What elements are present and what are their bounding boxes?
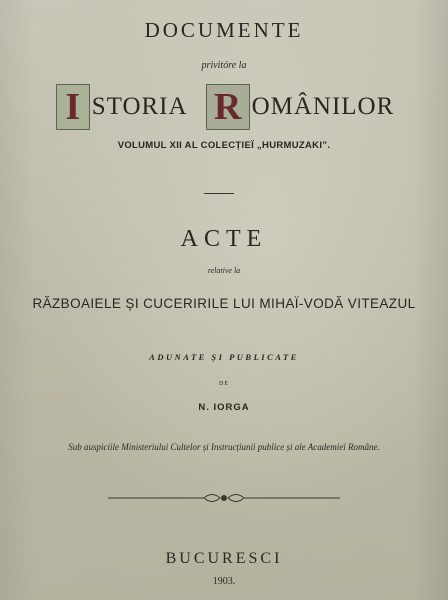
subtitle-privitore: privitóre la	[201, 60, 247, 71]
decorated-initial-i: I	[56, 84, 90, 130]
word-storia: STORIA	[91, 93, 188, 120]
divider-short	[204, 193, 234, 194]
volume-line: VOLUMUL XII AL COLECȚIEÏ „HURMUZAKI”.	[117, 140, 331, 151]
author-name: N. IORGA	[198, 402, 250, 413]
imprint-city: BUCURESCI	[165, 550, 283, 567]
title-acte: ACTE	[180, 226, 268, 252]
word-omanilor: OMÂNILOR	[251, 93, 395, 120]
by-line: DE	[219, 381, 229, 387]
auspices-line: Sub auspiciile Ministeriului Cultelor și Instrucțiunii publice și ale Academieï Române.	[68, 442, 380, 452]
imprint-year: 1903.	[212, 576, 236, 587]
title-documente: DOCUMENTE	[144, 18, 304, 42]
decorated-initial-r: R	[206, 84, 250, 130]
ornamental-rule	[108, 489, 340, 507]
title-istoria-romanilor	[0, 84, 448, 132]
subject-line: RĂZBOAIELE ȘI CUCERIRILE LUI MIHAÏ-VODĂ VITEAZUL	[32, 296, 416, 311]
collected-line: ADUNATE ȘI PUBLICATE	[149, 352, 299, 362]
relative-la: relative la	[207, 266, 241, 275]
